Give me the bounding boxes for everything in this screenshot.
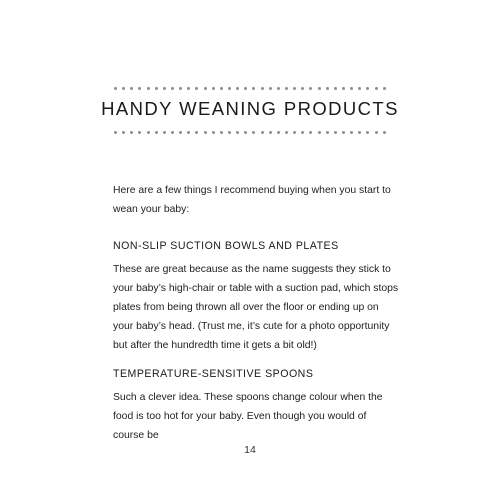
section-heading-spoons: TEMPERATURE-SENSITIVE SPOONS	[113, 368, 314, 380]
bottom-dotted-rule	[114, 130, 386, 134]
intro-paragraph: Here are a few things I recommend buying when you start to wean your baby:	[113, 185, 391, 215]
top-dotted-rule	[114, 86, 386, 90]
section-heading-suction-bowls: NON-SLIP SUCTION BOWLS AND PLATES	[113, 240, 339, 252]
section-body-spoons: Such a clever idea. These spoons change colour when the food is too hot for your baby. Even though you would of course be	[113, 392, 383, 441]
section-body-suction-bowls: These are great because as the name suggests they stick to your baby’s high-chair or table with a suction pad, which stops plates from being thrown all over the floor or ending up on your baby’s head. (Trust me, it’s cute for a photo opportunity but after the hundredth time it gets a bit old!)	[113, 264, 399, 351]
page-number: 14	[244, 444, 256, 456]
chapter-title: HANDY WEANING PRODUCTS	[101, 98, 399, 119]
